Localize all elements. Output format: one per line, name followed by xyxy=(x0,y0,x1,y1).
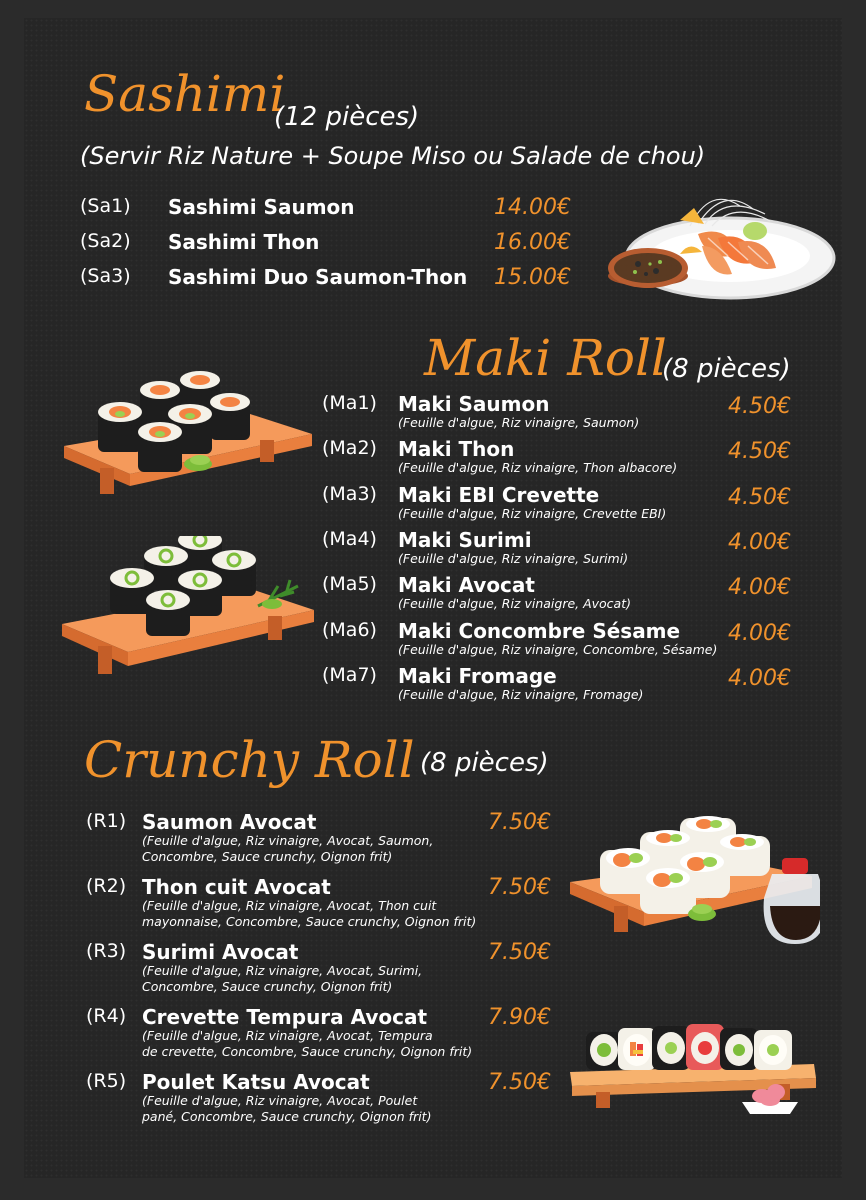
item-price: 4.00€ xyxy=(728,575,791,600)
item-description: (Feuille d'algue, Riz vinaigre, Saumon) xyxy=(398,415,640,430)
item-description-line1: (Feuille d'algue, Riz vinaigre, Avocat, Saumon, xyxy=(142,833,434,848)
item-price: 4.50€ xyxy=(728,394,791,419)
item-price: 16.00€ xyxy=(494,230,571,255)
item-name: Crevette Tempura Avocat xyxy=(142,1005,428,1029)
crunchy-roll-board-illustration xyxy=(564,814,820,964)
item-description-line2: Concombre, Sauce crunchy, Oignon frit) xyxy=(142,979,393,994)
item-price: 4.00€ xyxy=(728,666,791,691)
item-code: (Ma2) xyxy=(322,437,377,459)
item-code: (R5) xyxy=(86,1070,127,1092)
maki-title: Maki Roll xyxy=(424,329,667,387)
item-code: (Ma4) xyxy=(322,528,377,550)
item-name: Maki Saumon xyxy=(398,392,550,416)
item-code: (Sa2) xyxy=(80,230,131,252)
sashimi-title: Sashimi xyxy=(84,65,286,123)
item-name: Maki EBI Crevette xyxy=(398,483,600,507)
item-description: (Feuille d'algue, Riz vinaigre, Crevette EBI) xyxy=(398,506,667,521)
item-description-line2: mayonnaise, Concombre, Sauce crunchy, Oignon frit) xyxy=(142,914,477,929)
item-description: (Feuille d'algue, Riz vinaigre, Thon albacore) xyxy=(398,460,678,475)
item-price: 4.50€ xyxy=(728,439,791,464)
sashimi-plate-illustration xyxy=(580,176,840,306)
item-code: (R2) xyxy=(86,875,127,897)
item-code: (R4) xyxy=(86,1005,127,1027)
menu-board xyxy=(24,18,842,1178)
crunchy-count: (8 pièces) xyxy=(420,748,549,778)
item-name: Maki Surimi xyxy=(398,528,532,552)
item-name: Surimi Avocat xyxy=(142,940,299,964)
item-name: Sashimi Thon xyxy=(168,230,320,254)
item-price: 4.50€ xyxy=(728,485,791,510)
crunchy-roll-assorted-board-illustration xyxy=(566,1020,822,1140)
item-description-line1: (Feuille d'algue, Riz vinaigre, Avocat, Poulet xyxy=(142,1093,418,1108)
item-description-line2: de crevette, Concombre, Sauce crunchy, Oignon frit) xyxy=(142,1044,473,1059)
maki-cucumber-board-illustration xyxy=(58,536,318,686)
item-description-line1: (Feuille d'algue, Riz vinaigre, Avocat, Surimi, xyxy=(142,963,423,978)
item-price: 15.00€ xyxy=(494,265,571,290)
item-code: (Ma6) xyxy=(322,619,377,641)
item-description: (Feuille d'algue, Riz vinaigre, Avocat) xyxy=(398,596,631,611)
item-name: Maki Avocat xyxy=(398,573,535,597)
item-price: 7.50€ xyxy=(488,810,551,835)
maki-count: (8 pièces) xyxy=(662,354,791,384)
item-price: 4.00€ xyxy=(728,621,791,646)
item-name: Maki Concombre Sésame xyxy=(398,619,681,643)
item-name: Sashimi Saumon xyxy=(168,195,355,219)
item-code: (Sa1) xyxy=(80,195,131,217)
item-price: 4.00€ xyxy=(728,530,791,555)
item-name: Thon cuit Avocat xyxy=(142,875,331,899)
sashimi-count: (12 pièces) xyxy=(274,102,420,132)
item-name: Saumon Avocat xyxy=(142,810,317,834)
item-description-line2: Concombre, Sauce crunchy, Oignon frit) xyxy=(142,849,393,864)
item-description: (Feuille d'algue, Riz vinaigre, Surimi) xyxy=(398,551,629,566)
item-name: Maki Thon xyxy=(398,437,515,461)
item-price: 14.00€ xyxy=(494,195,571,220)
item-code: (Ma3) xyxy=(322,483,377,505)
item-code: (Ma5) xyxy=(322,573,377,595)
item-price: 7.50€ xyxy=(488,875,551,900)
item-description-line1: (Feuille d'algue, Riz vinaigre, Avocat, Thon cuit xyxy=(142,898,437,913)
item-description: (Feuille d'algue, Riz vinaigre, Concombre, Sésame) xyxy=(398,642,718,657)
item-code: (Ma7) xyxy=(322,664,377,686)
item-name: Maki Fromage xyxy=(398,664,557,688)
item-name: Sashimi Duo Saumon-Thon xyxy=(168,265,468,289)
maki-salmon-board-illustration xyxy=(60,368,316,508)
item-description-line2: pané, Concombre, Sauce crunchy, Oignon frit) xyxy=(142,1109,432,1124)
item-description-line1: (Feuille d'algue, Riz vinaigre, Avocat, Tempura xyxy=(142,1028,433,1043)
crunchy-title: Crunchy Roll xyxy=(84,731,415,789)
sashimi-note: (Servir Riz Nature + Soupe Miso ou Salade de chou) xyxy=(80,142,706,170)
item-code: (Ma1) xyxy=(322,392,377,414)
item-price: 7.50€ xyxy=(488,1070,551,1095)
item-price: 7.90€ xyxy=(488,1005,551,1030)
item-code: (R1) xyxy=(86,810,127,832)
item-description: (Feuille d'algue, Riz vinaigre, Fromage) xyxy=(398,687,644,702)
item-code: (R3) xyxy=(86,940,127,962)
item-code: (Sa3) xyxy=(80,265,131,287)
item-name: Poulet Katsu Avocat xyxy=(142,1070,370,1094)
item-price: 7.50€ xyxy=(488,940,551,965)
